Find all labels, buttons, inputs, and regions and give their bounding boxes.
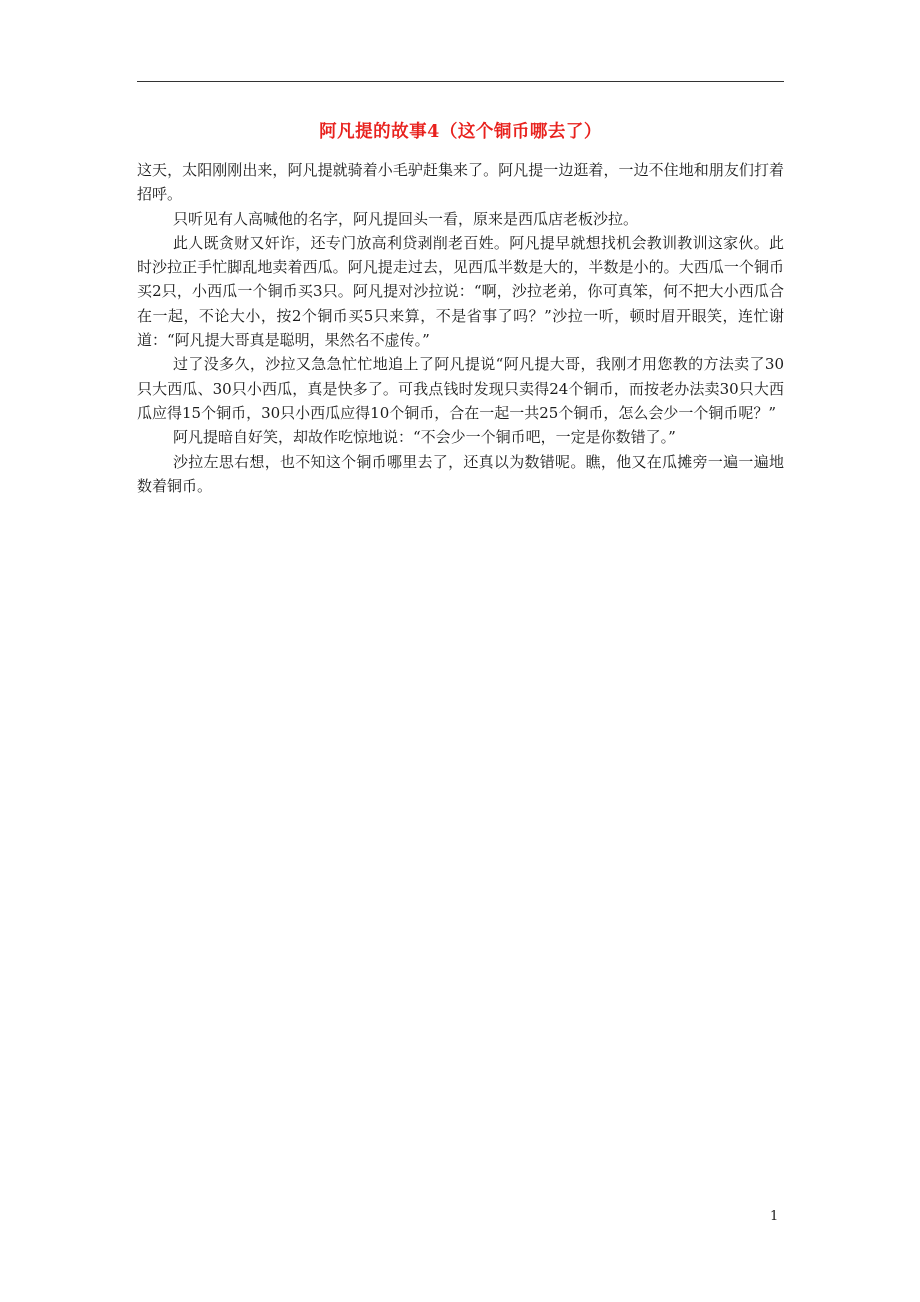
paragraph: 此人既贪财又奸诈，还专门放高利贷剥削老百姓。阿凡提早就想找机会教训教训这家伙。此时沙拉正手忙脚乱地卖着西瓜。阿凡提走过去，见西瓜半数是大的，半数是小的。大西瓜一个铜币买2只，小西瓜一个铜币买3只。阿凡提对沙拉说：“啊，沙拉老弟，你可真笨，何不把大小西瓜合在一起，不论大小，按2个铜币买5只来算，不是省事了吗？”沙拉一听，顿时眉开眼笑，连忙谢道：“阿凡提大哥真是聪明，果然名不虚传。” <box>137 233 784 350</box>
header-rule <box>137 81 784 82</box>
paragraph: 阿凡提暗自好笑，却故作吃惊地说：“不会少一个铜币吧，一定是你数错了。” <box>173 428 676 447</box>
paragraph: 只听见有人高喊他的名字，阿凡提回头一看，原来是西瓜店老板沙拉。 <box>173 209 639 228</box>
document-title: 阿凡提的故事4（这个铜币哪去了） <box>319 122 602 142</box>
paragraph: 过了没多久，沙拉又急急忙忙地追上了阿凡提说“阿凡提大哥，我刚才用您教的方法卖了30只大西瓜、30只小西瓜，真是快多了。可我点钱时发现只卖得24个铜币，而按老办法卖30只大西瓜应得15个铜币，30只小西瓜应得10个铜币，合在一起一共25个铜币，怎么会少一个铜币呢？” <box>137 355 784 422</box>
document-body <box>137 158 784 498</box>
paragraph: 沙拉左思右想，也不知这个铜币哪里去了，还真以为数错呢。瞧，他又在瓜摊旁一遍一遍地数着铜币。 <box>137 452 784 495</box>
page-number: 1 <box>770 1209 779 1224</box>
paragraph: 这天，太阳刚刚出来，阿凡提就骑着小毛驴赶集来了。阿凡提一边逛着，一边不住地和朋友们打着招呼。 <box>137 161 784 204</box>
